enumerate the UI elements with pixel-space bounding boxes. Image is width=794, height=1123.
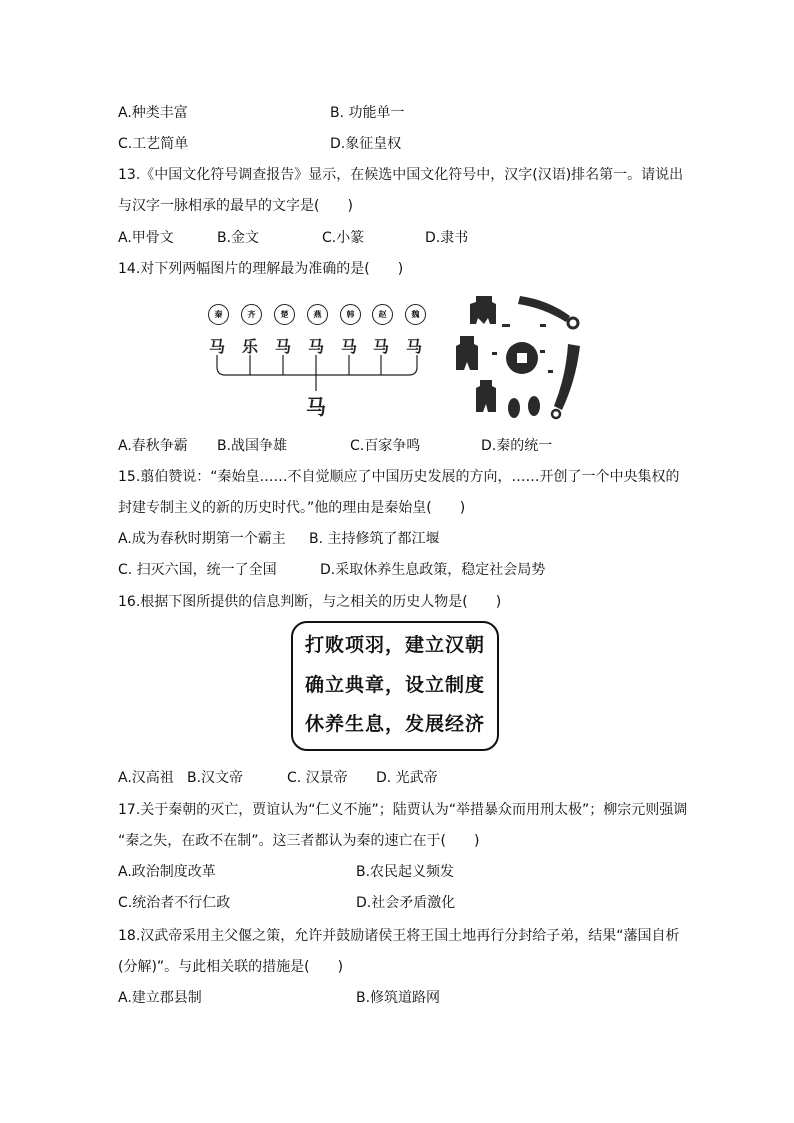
quote-line-2: 确立典章，设立制度 <box>305 674 486 696</box>
seal-yan: 燕 <box>307 304 328 325</box>
glyph-yan: 马 <box>307 337 324 356</box>
q17-option-d: D.社会矛盾激化 <box>356 895 456 911</box>
q12-option-b: B. 功能单一 <box>330 105 405 121</box>
q15-option-a: A.成为春秋时期第一个霸主 <box>118 531 286 547</box>
q15-option-d: D.采取休养生息政策，稳定社会局势 <box>320 562 546 578</box>
q16-option-d: D. 光武帝 <box>376 770 438 786</box>
q18-stem-line2: (分解)”。与此相关联的措施是( ) <box>118 959 344 975</box>
q17-option-a: A.政治制度改革 <box>118 864 216 880</box>
quote-line-3: 休养生息，发展经济 <box>305 713 486 735</box>
q12-option-c: C.工艺简单 <box>118 136 189 152</box>
glyph-chu: 马 <box>274 337 291 356</box>
unified-glyph: 马 <box>306 395 326 419</box>
q15-stem-line1: 15.翦伯赞说：“秦始皇……不自觉顺应了中国历史发展的方向，……开创了一个中央集权的 <box>118 469 680 485</box>
q12-option-d: D.象征皇权 <box>330 136 402 152</box>
seal-qi: 齐 <box>241 304 262 325</box>
brace-lines <box>205 353 435 393</box>
q14-stem: 14.对下列两幅图片的理解最为准确的是( ) <box>118 261 404 277</box>
q16-option-a: A.汉高祖 <box>118 770 174 786</box>
quote-line-1: 打败项羽，建立汉朝 <box>305 634 486 656</box>
seal-chu: 楚 <box>274 304 295 325</box>
q16-option-b: B.汉文帝 <box>187 770 244 786</box>
q18-option-b: B.修筑道路网 <box>356 990 441 1006</box>
glyph-han: 马 <box>340 337 357 356</box>
q15-stem-line2: 封建专制主义的新的历史时代。”他的理由是秦始皇( ) <box>118 500 466 516</box>
glyph-wei: 马 <box>405 337 422 356</box>
glyph-qi: 乐 <box>241 337 258 356</box>
q17-option-c: C.统治者不行仁政 <box>118 895 231 911</box>
q13-option-d: D.隶书 <box>425 230 469 246</box>
q13-stem-line1: 13.《中国文化符号调查报告》显示，在候选中国文化符号中，汉字(汉语)排名第一。请说出 <box>118 167 684 183</box>
q14-option-a: A.春秋争霸 <box>118 438 188 454</box>
ancient-coins-figure <box>452 290 590 422</box>
q18-stem-line1: 18.汉武帝采用主父偃之策，允许并鼓励诸侯王将王国土地再行分封给子弟，结果“藩国自析 <box>118 928 680 944</box>
q16-option-c: C. 汉景帝 <box>287 770 348 786</box>
q15-option-c: C. 扫灭六国，统一了全国 <box>118 562 277 578</box>
q13-option-b: B.金文 <box>217 230 260 246</box>
seal-wei: 魏 <box>405 304 426 325</box>
q14-option-c: C.百家争鸣 <box>350 438 421 454</box>
q13-option-a: A.甲骨文 <box>118 230 174 246</box>
seal-han: 韩 <box>340 304 361 325</box>
quote-box <box>291 621 499 751</box>
glyph-qin: 马 <box>208 337 225 356</box>
bronze-script-figure <box>205 297 435 427</box>
q14-option-d: D.秦的统一 <box>481 438 553 454</box>
q14-option-b: B.战国争雄 <box>217 438 288 454</box>
q18-option-a: A.建立郡县制 <box>118 990 202 1006</box>
seal-qin: 秦 <box>208 304 229 325</box>
q17-stem-line1: 17.关于秦朝的灭亡，贾谊认为“仁义不施”；陆贾认为“举措暴众而用刑太极”；柳宗元则强调 <box>118 802 688 818</box>
q15-option-b: B. 主持修筑了都江堰 <box>309 531 440 547</box>
q17-option-b: B.农民起义频发 <box>356 864 455 880</box>
seal-zhao: 赵 <box>372 304 393 325</box>
q13-stem-line2: 与汉字一脉相承的最早的文字是( ) <box>118 198 353 214</box>
q12-option-a: A.种类丰富 <box>118 105 188 121</box>
q17-stem-line2: “秦之失，在政不在制”。这三者都认为秦的速亡在于( ) <box>118 833 480 849</box>
q13-option-c: C.小篆 <box>322 230 365 246</box>
q16-stem: 16.根据下图所提供的信息判断，与之相关的历史人物是( ) <box>118 594 502 610</box>
glyph-zhao: 马 <box>372 337 389 356</box>
